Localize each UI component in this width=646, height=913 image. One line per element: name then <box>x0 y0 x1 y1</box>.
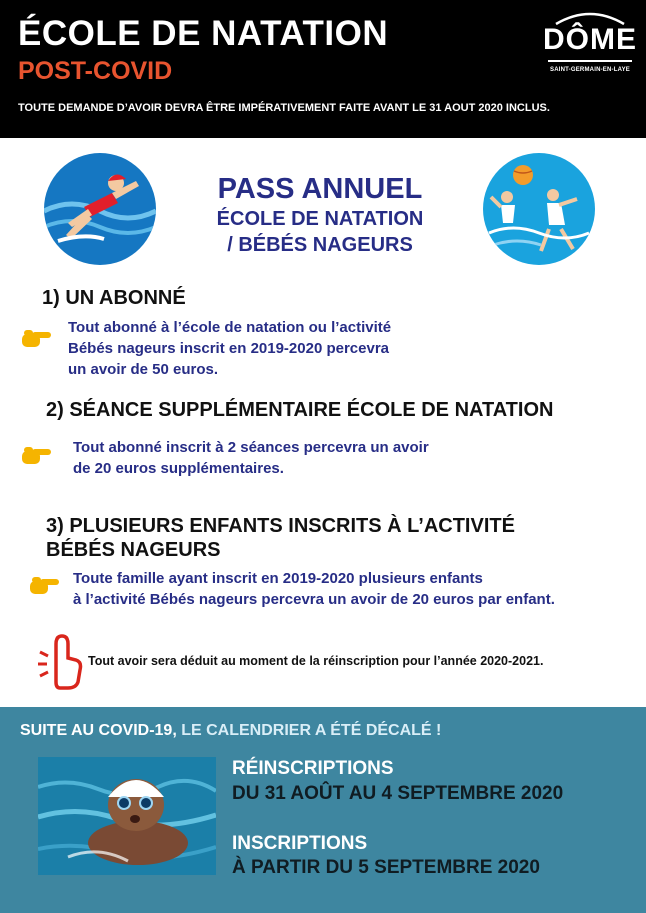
covid-notice-emphasis: LE CALENDRIER A ÉTÉ DÉCALÉ ! <box>181 722 442 739</box>
pointing-hand-icon <box>20 444 52 466</box>
raised-finger-icon <box>36 632 84 692</box>
pointing-hand-icon <box>20 327 52 349</box>
child-swimmer-photo <box>38 757 216 875</box>
pass-title: PASS ANNUEL <box>217 173 423 205</box>
section-1-line-2: Bébés nageurs inscrit en 2019-2020 percevra <box>68 340 390 357</box>
reinscriptions-dates: DU 31 AOÛT AU 4 SEPTEMBRE 2020 <box>232 783 564 804</box>
section-1-line-3: un avoir de 50 euros. <box>68 361 219 378</box>
section-2-title: 2) SÉANCE SUPPLÉMENTAIRE ÉCOLE DE NATATION <box>46 399 554 421</box>
swimmer-illustration-icon <box>44 153 156 265</box>
section-1-line-1: Tout abonné à l’école de natation ou l’activité <box>68 319 392 336</box>
inscriptions-label: INSCRIPTIONS <box>232 833 368 854</box>
deadline-notice: TOUTE DEMANDE D’AVOIR DEVRA ÊTRE IMPÉRATIVEMENT FAITE AVANT LE 31 AOUT 2020 INCLUS. <box>18 102 550 114</box>
page-subtitle: POST-COVID <box>18 57 173 85</box>
section-3-line-2: à l’activité Bébés nageurs percevra un avoir de 20 euros par enfant. <box>73 591 555 608</box>
reinscriptions-label: RÉINSCRIPTIONS <box>232 758 394 779</box>
section-2-line-1: Tout abonné inscrit à 2 séances percevra un avoir <box>73 439 429 456</box>
section-2-line-2: de 20 euros supplémentaires. <box>73 460 284 477</box>
logo-city: SAINT-GERMAIN-EN-LAYE <box>550 67 630 73</box>
section-3-title-line-1: 3) PLUSIEURS ENFANTS INSCRITS À L’ACTIVITÉ <box>46 515 515 537</box>
covid-notice <box>20 721 441 741</box>
inscriptions-dates: À PARTIR DU 5 SEPTEMBRE 2020 <box>232 857 540 878</box>
covid-notice-lead: SUITE AU COVID-19, <box>20 722 182 739</box>
water-polo-illustration-icon <box>483 153 595 265</box>
logo-underline <box>548 60 632 62</box>
section-3-line-1: Toute famille ayant inscrit en 2019-2020 plusieurs enfants <box>73 570 483 587</box>
section-1-title: 1) UN ABONNÉ <box>42 287 186 309</box>
pass-subtitle-2: / BÉBÉS NAGEURS <box>227 234 413 256</box>
dome-logo <box>540 8 640 80</box>
final-note: Tout avoir sera déduit au moment de la réinscription pour l’année 2020-2021. <box>88 654 544 668</box>
pointing-hand-icon <box>28 574 60 596</box>
section-3-title-line-2: BÉBÉS NAGEURS <box>46 539 221 561</box>
logo-wordmark: DÔME <box>543 23 637 56</box>
page-title: ÉCOLE DE NATATION <box>18 14 389 53</box>
pass-subtitle-1: ÉCOLE DE NATATION <box>216 208 424 230</box>
